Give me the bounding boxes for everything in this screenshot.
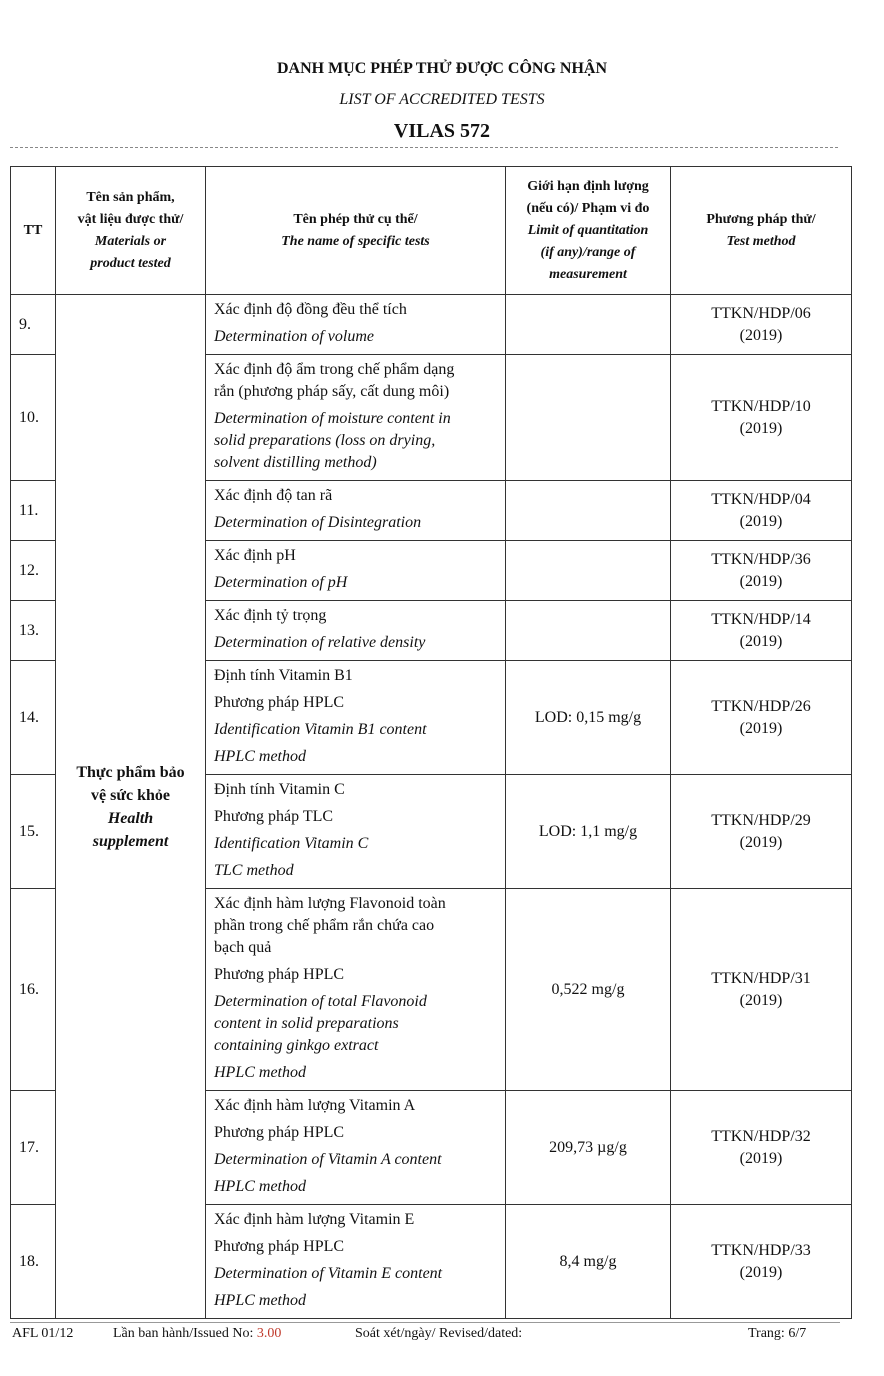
test-name-cell: [206, 601, 506, 661]
product-text: supplement: [92, 832, 169, 850]
method-text: TTKN/HDP/14: [711, 610, 811, 628]
method-text: (2019): [739, 512, 783, 530]
method-text: TTKN/HDP/06: [711, 304, 811, 322]
test-name-en: Determination of total Flavonoid: [214, 993, 427, 1010]
test-name-cell: [206, 355, 506, 481]
row-number: 14.: [11, 661, 56, 775]
accredited-tests-table: [10, 166, 852, 1319]
header-divider: [10, 147, 838, 148]
method-cell: [671, 889, 852, 1091]
test-name-cell: [206, 661, 506, 775]
product-text: Thực phẩm bảo: [76, 763, 185, 781]
test-name-en: Determination of relative density: [214, 634, 426, 651]
method-cell: [671, 295, 852, 355]
row-number: 13.: [11, 601, 56, 661]
row-number: 18.: [11, 1205, 56, 1319]
row-number: 12.: [11, 541, 56, 601]
test-name-en: solid preparations (loss on drying,: [214, 432, 436, 449]
limit-cell: LOD: 0,15 mg/g: [506, 661, 671, 775]
table-header-row: [11, 167, 852, 295]
table-row: [11, 295, 852, 355]
method-cell: [671, 601, 852, 661]
test-name-en: Determination of volume: [214, 328, 374, 345]
test-name-en: Determination of pH: [214, 574, 348, 591]
method-cell: [671, 775, 852, 889]
test-name-en: containing ginkgo extract: [214, 1037, 379, 1054]
test-name-vi: Định tính Vitamin B1: [214, 667, 353, 684]
method-cell: [671, 1205, 852, 1319]
method-text: TTKN/HDP/36: [711, 550, 811, 568]
test-name-en: solvent distilling method): [214, 454, 377, 471]
footer-doc-code: AFL 01/12: [12, 1326, 74, 1341]
product-text: Health: [107, 809, 154, 827]
col-header-tt: TT: [11, 167, 56, 295]
accreditation-code: VILAS 572: [393, 120, 491, 142]
method-text: (2019): [739, 1263, 783, 1281]
row-number: 9.: [11, 295, 56, 355]
test-name-en: TLC method: [214, 862, 294, 879]
col-header-product: Tên sản phẩm, vật liệu được thử/ Materials or product tested: [56, 167, 206, 295]
method-text: TTKN/HDP/10: [711, 397, 811, 415]
test-name-en: content in solid preparations: [214, 1015, 399, 1032]
test-name-en: Identification Vitamin B1 content: [214, 721, 427, 738]
row-number: 10.: [11, 355, 56, 481]
test-name-cell: [206, 775, 506, 889]
test-name-vi: Phương pháp HPLC: [214, 966, 345, 983]
test-name-cell: [206, 295, 506, 355]
method-text: TTKN/HDP/32: [711, 1127, 811, 1145]
title-english: LIST OF ACCREDITED TESTS: [339, 91, 545, 108]
limit-cell: [506, 355, 671, 481]
test-name-en: HPLC method: [214, 1292, 306, 1309]
test-name-vi: Phương pháp HPLC: [214, 694, 345, 711]
test-name-vi: Phương pháp HPLC: [214, 1124, 345, 1141]
test-name-en: Determination of Vitamin E content: [214, 1265, 443, 1282]
limit-cell: 209,73 µg/g: [506, 1091, 671, 1205]
test-name-vi: Xác định độ ẩm trong chế phẩm dạng: [214, 361, 455, 378]
product-cell: [56, 295, 206, 1319]
test-name-vi: Xác định hàm lượng Vitamin A: [214, 1097, 416, 1114]
limit-cell: 0,522 mg/g: [506, 889, 671, 1091]
method-text: (2019): [739, 1149, 783, 1167]
method-text: TTKN/HDP/31: [711, 969, 811, 987]
row-number: 17.: [11, 1091, 56, 1205]
test-name-en: HPLC method: [214, 1064, 306, 1081]
test-name-vi: Phương pháp HPLC: [214, 1238, 345, 1255]
limit-cell: [506, 541, 671, 601]
method-cell: [671, 1091, 852, 1205]
method-cell: [671, 541, 852, 601]
col-header-test-name: Tên phép thử cụ thể/ The name of specific tests: [206, 167, 506, 295]
method-text: TTKN/HDP/33: [711, 1241, 811, 1259]
product-text: vệ sức khỏe: [91, 786, 170, 804]
limit-cell: [506, 481, 671, 541]
test-name-vi: Xác định độ tan rã: [214, 487, 333, 504]
test-name-vi: Xác định độ đồng đều thể tích: [214, 301, 407, 318]
test-name-cell: [206, 1205, 506, 1319]
test-name-vi: rắn (phương pháp sấy, cất dung môi): [214, 383, 450, 400]
test-name-vi: Xác định tỷ trọng: [214, 607, 327, 624]
test-name-en: Determination of Vitamin A content: [214, 1151, 442, 1168]
test-name-vi: Xác định hàm lượng Flavonoid toàn: [214, 895, 446, 912]
test-name-vi: Định tính Vitamin C: [214, 781, 345, 798]
footer-divider: [10, 1322, 840, 1323]
test-name-en: Identification Vitamin C: [214, 835, 369, 852]
method-cell: [671, 481, 852, 541]
row-number: 11.: [11, 481, 56, 541]
test-name-en: HPLC method: [214, 1178, 306, 1195]
test-name-cell: [206, 481, 506, 541]
method-cell: [671, 661, 852, 775]
limit-cell: [506, 601, 671, 661]
test-name-en: Determination of Disintegration: [214, 514, 422, 531]
issued-number: 3.00: [256, 1326, 282, 1341]
test-name-en: Determination of moisture content in: [214, 410, 451, 427]
footer-revised: Soát xét/ngày/ Revised/dated:: [355, 1326, 523, 1341]
col-header-limit: Giới hạn định lượng (nếu có)/ Phạm vi đo Limit of quantitation (if any)/range of measurement: [506, 167, 671, 295]
test-name-cell: [206, 889, 506, 1091]
col-header-method: Phương pháp thử/ Test method: [671, 167, 852, 295]
test-name-vi: Xác định hàm lượng Vitamin E: [214, 1211, 415, 1228]
method-text: TTKN/HDP/29: [711, 811, 811, 829]
method-text: TTKN/HDP/26: [711, 697, 811, 715]
method-text: (2019): [739, 991, 783, 1009]
method-text: (2019): [739, 719, 783, 737]
method-text: (2019): [739, 632, 783, 650]
method-text: (2019): [739, 572, 783, 590]
footer-page-number: Trang: 6/7: [748, 1326, 807, 1341]
row-number: 15.: [11, 775, 56, 889]
test-name-vi: bạch quả: [214, 939, 272, 956]
test-name-cell: [206, 1091, 506, 1205]
title-vietnamese: DANH MỤC PHÉP THỬ ĐƯỢC CÔNG NHẬN: [276, 60, 608, 77]
method-text: TTKN/HDP/04: [711, 490, 811, 508]
limit-cell: LOD: 1,1 mg/g: [506, 775, 671, 889]
test-name-vi: Phương pháp TLC: [214, 808, 334, 825]
test-name-vi: phần trong chế phẩm rắn chứa cao: [214, 917, 435, 934]
limit-cell: 8,4 mg/g: [506, 1205, 671, 1319]
test-name-en: HPLC method: [214, 748, 306, 765]
row-number: 16.: [11, 889, 56, 1091]
method-text: (2019): [739, 833, 783, 851]
test-name-vi: Xác định pH: [214, 547, 296, 564]
footer-issued: Lần ban hành/Issued No: 3.00: [113, 1326, 282, 1341]
method-text: (2019): [739, 419, 783, 437]
method-cell: [671, 355, 852, 481]
limit-cell: [506, 295, 671, 355]
method-text: (2019): [739, 326, 783, 344]
test-name-cell: [206, 541, 506, 601]
